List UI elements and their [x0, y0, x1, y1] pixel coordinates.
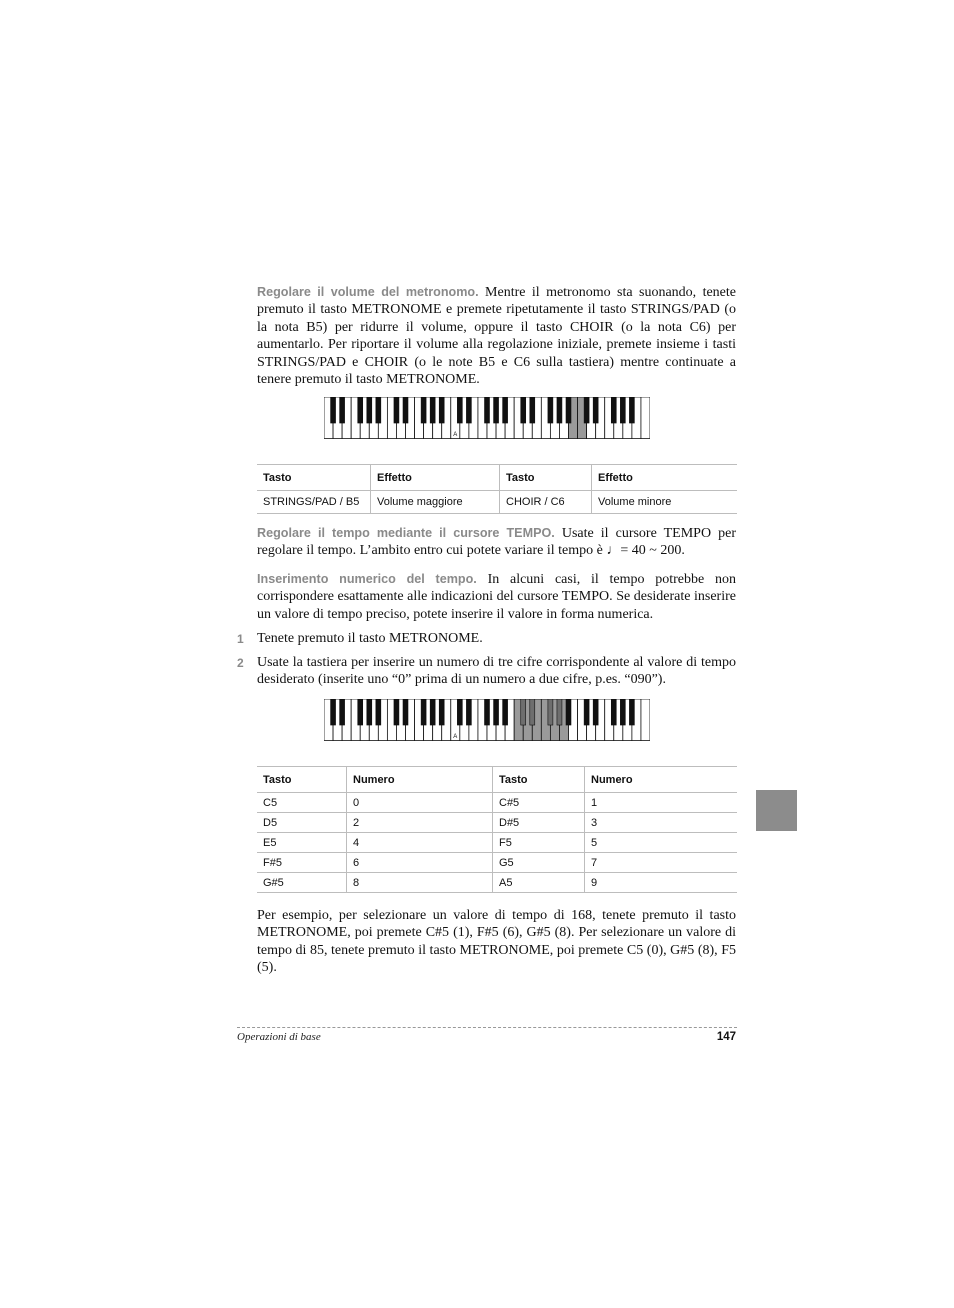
black-key-asharp2 [376, 699, 381, 725]
black-key-dsharp6 [593, 699, 598, 725]
black-key-gsharp5 [557, 699, 562, 725]
column-header: Tasto [493, 767, 585, 793]
black-key-csharp2 [331, 397, 336, 423]
table-row [257, 793, 737, 813]
black-key-dsharp5 [530, 699, 535, 725]
table-cell: 2 [347, 813, 493, 833]
volume-heading: Regolare il volume del metronomo. [257, 285, 479, 299]
black-key-gsharp5 [557, 397, 562, 423]
black-key-asharp6 [629, 397, 634, 423]
table-cell: 9 [585, 873, 738, 893]
middle-c-marker: A [453, 734, 458, 740]
black-key-gsharp2 [367, 699, 372, 725]
black-key-asharp3 [439, 699, 444, 725]
column-header: Numero [585, 767, 738, 793]
black-key-fsharp2 [358, 397, 363, 423]
table-cell: 1 [585, 793, 738, 813]
tempo-keys-table [257, 766, 737, 893]
black-key-csharp2 [331, 699, 336, 725]
table-cell: D5 [257, 813, 347, 833]
table-cell: G5 [493, 853, 585, 873]
volume-text: Mentre il metronomo sta suonando, tenete premuto il tasto METRONOME e premete ripetutamente il tasto STRINGS/PAD (o la nota B5) per ridurre il volume, oppure il tasto CHOIR (o la nota C6) per aumentarlo. Per riportare il volume alla regolazione iniziale, premete insieme i tasti STRINGS/PAD e CHOIR (o le note B5 e C6 sulla tastiera) mentre continuate a tenere premuto il tasto METRONOME. [257, 285, 736, 388]
black-key-gsharp6 [620, 699, 625, 725]
column-header: Tasto [257, 767, 347, 793]
column-header: Tasto [500, 465, 592, 491]
black-key-dsharp2 [340, 397, 345, 423]
chapter-tab [756, 790, 797, 831]
table-cell: E5 [257, 833, 347, 853]
black-key-gsharp3 [430, 699, 435, 725]
table-cell: D#5 [493, 813, 585, 833]
black-key-dsharp6 [593, 397, 598, 423]
black-key-fsharp6 [611, 397, 616, 423]
black-key-csharp3 [394, 699, 399, 725]
table-row [257, 813, 737, 833]
black-key-asharp5 [566, 397, 571, 423]
black-key-csharp4 [457, 397, 462, 423]
black-key-fsharp2 [358, 699, 363, 725]
black-key-fsharp4 [485, 699, 490, 725]
table-cell: 6 [347, 853, 493, 873]
table-cell: 4 [347, 833, 493, 853]
column-header: Effetto [592, 465, 738, 491]
table-row [257, 491, 737, 514]
volume-table [257, 464, 737, 514]
column-header: Numero [347, 767, 493, 793]
black-key-fsharp5 [548, 699, 553, 725]
step-number: 1 [237, 632, 244, 646]
black-key-asharp5 [566, 699, 571, 725]
black-key-fsharp4 [485, 397, 490, 423]
black-key-csharp5 [521, 397, 526, 423]
table-cell: Volume maggiore [371, 491, 500, 514]
tempo-numeric-heading: Inserimento numerico del tempo. [257, 572, 477, 586]
column-header: Tasto [257, 465, 371, 491]
black-key-asharp6 [629, 699, 634, 725]
black-key-gsharp3 [430, 397, 435, 423]
step-text: Tenete premuto il tasto METRONOME. [257, 631, 483, 646]
keyboard-diagram-tempo [324, 699, 650, 741]
table-cell: 8 [347, 873, 493, 893]
tempo-numeric-text: In alcuni casi, il tempo potrebbe non corrispondere esattamente alle indicazioni del cursore TEMPO. Se desiderate inserire un valore di tempo preciso, potete inserire il valore in forma numerica. [257, 572, 736, 622]
black-key-dsharp2 [340, 699, 345, 725]
black-key-fsharp5 [548, 397, 553, 423]
table-cell: F#5 [257, 853, 347, 873]
table-cell: STRINGS/PAD / B5 [257, 491, 371, 514]
footer-section-title: Operazioni di base [237, 1031, 321, 1043]
table-cell: CHOIR / C6 [500, 491, 592, 514]
page-number: 147 [716, 1031, 736, 1043]
table-cell: 0 [347, 793, 493, 813]
table-row [257, 833, 737, 853]
column-header: Effetto [371, 465, 500, 491]
table-row [257, 853, 737, 873]
black-key-dsharp5 [530, 397, 535, 423]
table-cell: A5 [493, 873, 585, 893]
step-number: 2 [237, 656, 244, 670]
black-key-fsharp3 [421, 397, 426, 423]
table-cell: C5 [257, 793, 347, 813]
black-key-fsharp6 [611, 699, 616, 725]
keyboard-diagram-volume [324, 397, 650, 439]
black-key-csharp6 [584, 699, 589, 725]
table-cell: 7 [585, 853, 738, 873]
table-cell: 5 [585, 833, 738, 853]
black-key-gsharp4 [494, 397, 499, 423]
example-paragraph: Per esempio, per selezionare un valore di tempo di 168, tenete premuto il tasto METRONOME, poi premete C#5 (1), F#5 (6), G#5 (8). Per selezionare un valore di tempo di 85, tenete premuto il tasto METRONOME, poi premete C5 (0), G#5 (8), F5 (5). [257, 908, 736, 976]
black-key-fsharp3 [421, 699, 426, 725]
black-key-csharp5 [521, 699, 526, 725]
black-key-asharp3 [439, 397, 444, 423]
black-key-csharp4 [457, 699, 462, 725]
black-key-asharp4 [503, 397, 508, 423]
white-key-c7 [641, 397, 650, 439]
black-key-csharp6 [584, 397, 589, 423]
table-header-row [257, 465, 737, 491]
tempo-numeric-paragraph [257, 571, 736, 623]
middle-c-marker: A [453, 432, 458, 438]
black-key-csharp3 [394, 397, 399, 423]
footer-divider [237, 1027, 737, 1028]
tempo-slider-text: Usate il cursore TEMPO per regolare il tempo. L’ambito entro cui potete variare il tempo è ♩= 40 ~ 200. [257, 526, 736, 559]
table-cell: C#5 [493, 793, 585, 813]
black-key-gsharp6 [620, 397, 625, 423]
step-text: Usate la tastiera per inserire un numero di tre cifre corrispondente al valore di tempo desiderato (inserite uno “0” prima di un numero a due cifre, p.es. “090”). [257, 655, 736, 688]
black-key-dsharp4 [466, 397, 471, 423]
volume-paragraph [257, 284, 736, 388]
table-cell: 3 [585, 813, 738, 833]
black-key-gsharp4 [494, 699, 499, 725]
black-key-gsharp2 [367, 397, 372, 423]
white-key-c7 [641, 699, 650, 741]
black-key-dsharp3 [403, 699, 408, 725]
table-cell: G#5 [257, 873, 347, 893]
tempo-slider-heading: Regolare il tempo mediante il cursore TEMPO. [257, 526, 555, 540]
table-cell: Volume minore [592, 491, 738, 514]
black-key-dsharp3 [403, 397, 408, 423]
black-key-dsharp4 [466, 699, 471, 725]
black-key-asharp4 [503, 699, 508, 725]
table-row [257, 873, 737, 893]
tempo-slider-paragraph [257, 525, 736, 560]
table-header-row [257, 767, 737, 793]
black-key-asharp2 [376, 397, 381, 423]
table-cell: F5 [493, 833, 585, 853]
